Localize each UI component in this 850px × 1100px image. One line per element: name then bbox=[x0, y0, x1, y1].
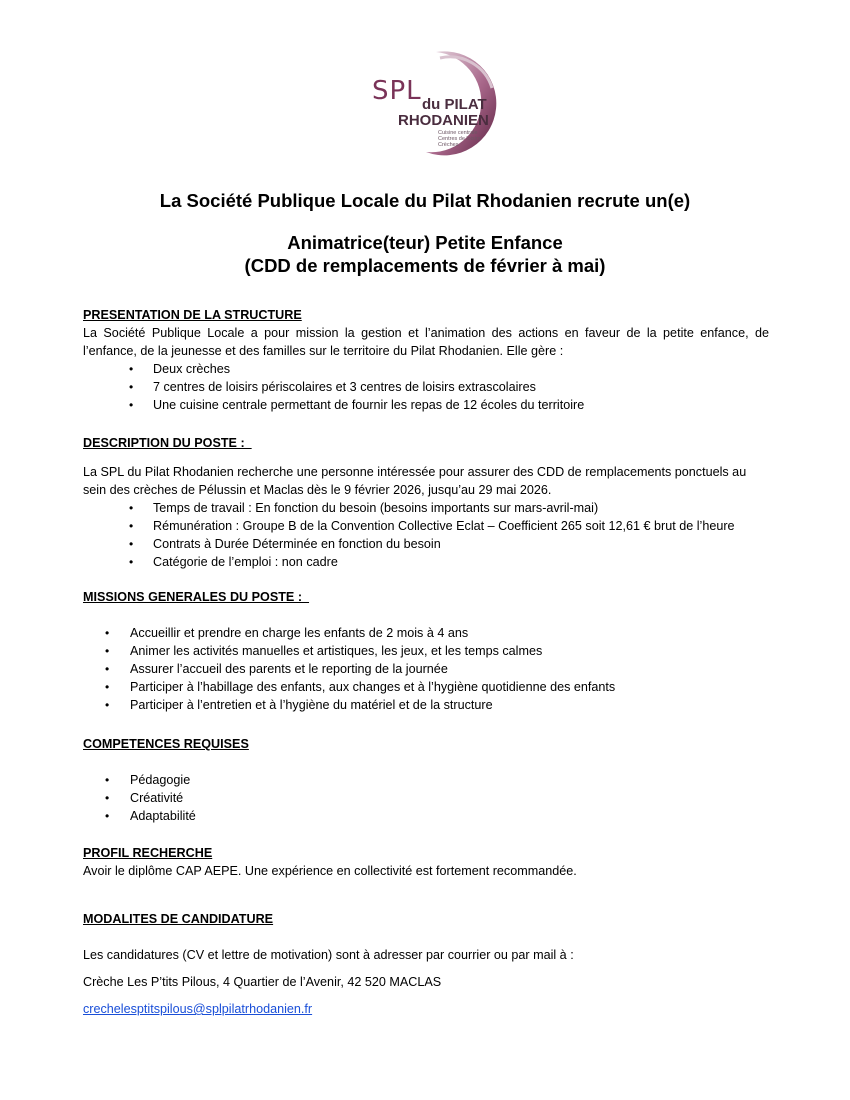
company-logo bbox=[368, 48, 498, 166]
list-item: • Pédagogie bbox=[105, 773, 191, 787]
bullet-icon: • bbox=[105, 698, 110, 712]
bullet-icon: • bbox=[129, 380, 134, 394]
bullet-icon: • bbox=[105, 809, 110, 823]
bullet-list bbox=[83, 771, 769, 825]
bullet-icon: • bbox=[129, 519, 134, 533]
list-item: • Deux crèches bbox=[129, 362, 230, 376]
bullet-icon: • bbox=[129, 362, 134, 376]
bullet-list bbox=[83, 624, 769, 714]
section-presentation bbox=[83, 306, 769, 414]
list-item: • Contrats à Durée Déterminée en fonction du besoin bbox=[129, 537, 441, 551]
list-item: • Assurer l’accueil des parents et le reporting de la journée bbox=[105, 662, 448, 676]
bullet-icon: • bbox=[129, 537, 134, 551]
list-item: • Adaptabilité bbox=[105, 809, 196, 823]
section-paragraph: La SPL du Pilat Rhodanien recherche une personne intéressée pour assurer des CDD de remplacements ponctuels au sein des crèches de Pélussin et Maclas dès le 9 février 2026, jusqu’au 29 mai 2026. bbox=[83, 465, 747, 497]
list-item: • Animer les activités manuelles et artistiques, les jeux, et les temps calmes bbox=[105, 644, 543, 658]
section-heading: MODALITES DE CANDIDATURE bbox=[83, 912, 274, 926]
bullet-icon: • bbox=[105, 626, 110, 640]
section-paragraph: La Société Publique Locale a pour mission la gestion et l’animation des actions en faveur de la petite enfance, de l’enfance, de la jeunesse et des familles sur le territoire du Pilat Rhodanien. Elle gère : bbox=[83, 326, 769, 358]
bullet-icon: • bbox=[129, 398, 134, 412]
section-competences bbox=[83, 735, 769, 825]
bullet-icon: • bbox=[105, 680, 110, 694]
section-heading: DESCRIPTION DU POSTE : bbox=[83, 436, 252, 450]
logo-spl-mark: SPL bbox=[372, 76, 422, 106]
section-heading: PROFIL RECHERCHE bbox=[83, 846, 213, 860]
bullet-icon: • bbox=[105, 644, 110, 658]
email-link[interactable]: crechelesptitspilous@splpilatrhodanien.fr bbox=[83, 1002, 313, 1016]
bullet-list bbox=[83, 499, 769, 571]
section-paragraph: Avoir le diplôme CAP AEPE. Une expérience en collectivité est fortement recommandée. bbox=[83, 864, 577, 878]
section-heading: COMPETENCES REQUISES bbox=[83, 737, 249, 751]
section-paragraph: Les candidatures (CV et lettre de motivation) sont à adresser par courrier ou par mail à : bbox=[83, 948, 574, 962]
section-missions bbox=[83, 588, 769, 714]
section-heading: PRESENTATION DE LA STRUCTURE bbox=[83, 308, 302, 322]
bullet-icon: • bbox=[105, 791, 110, 805]
logo-line-1: du PILAT bbox=[422, 96, 487, 113]
list-item: • Participer à l’habillage des enfants, aux changes et à l’hygiène quotidienne des enfants bbox=[105, 680, 616, 694]
recruitment-heading: La Société Publique Locale du Pilat Rhodanien recrute un(e) bbox=[159, 190, 691, 211]
list-item: • Rémunération : Groupe B de la Convention Collective Eclat – Coefficient 265 soit 12,61 € brut de l’heure bbox=[129, 519, 735, 533]
contract-subtitle: (CDD de remplacements de février à mai) bbox=[244, 255, 606, 276]
bullet-icon: • bbox=[105, 773, 110, 787]
logo-line-2: RHODANIEN bbox=[398, 112, 489, 129]
section-profil bbox=[83, 844, 769, 880]
logo-small-text: Cuisine centrale Centres de loisirs Crèches bbox=[438, 130, 481, 148]
list-item: • Temps de travail : En fonction du besoin (besoins importants sur mars-avril-mai) bbox=[129, 501, 599, 515]
postal-address: Crèche Les P’tits Pilous, 4 Quartier de l’Avenir, 42 520 MACLAS bbox=[83, 975, 442, 989]
list-item: • Une cuisine centrale permettant de fournir les repas de 12 écoles du territoire bbox=[129, 398, 585, 412]
list-item: • Accueillir et prendre en charge les enfants de 2 mois à 4 ans bbox=[105, 626, 469, 640]
bullet-icon: • bbox=[129, 555, 134, 569]
section-description bbox=[83, 434, 769, 571]
section-heading: MISSIONS GENERALES DU POSTE : bbox=[83, 590, 310, 604]
list-item: • Participer à l’entretien et à l’hygiène du matériel et de la structure bbox=[105, 698, 493, 712]
list-item: • Catégorie de l’emploi : non cadre bbox=[129, 555, 338, 569]
bullet-icon: • bbox=[105, 662, 110, 676]
job-title: Animatrice(teur) Petite Enfance bbox=[287, 232, 563, 253]
list-item: • Créativité bbox=[105, 791, 184, 805]
section-modalites bbox=[83, 910, 769, 1018]
bullet-list bbox=[83, 360, 769, 414]
list-item: • 7 centres de loisirs périscolaires et 3 centres de loisirs extrascolaires bbox=[129, 380, 536, 394]
bullet-icon: • bbox=[129, 501, 134, 515]
